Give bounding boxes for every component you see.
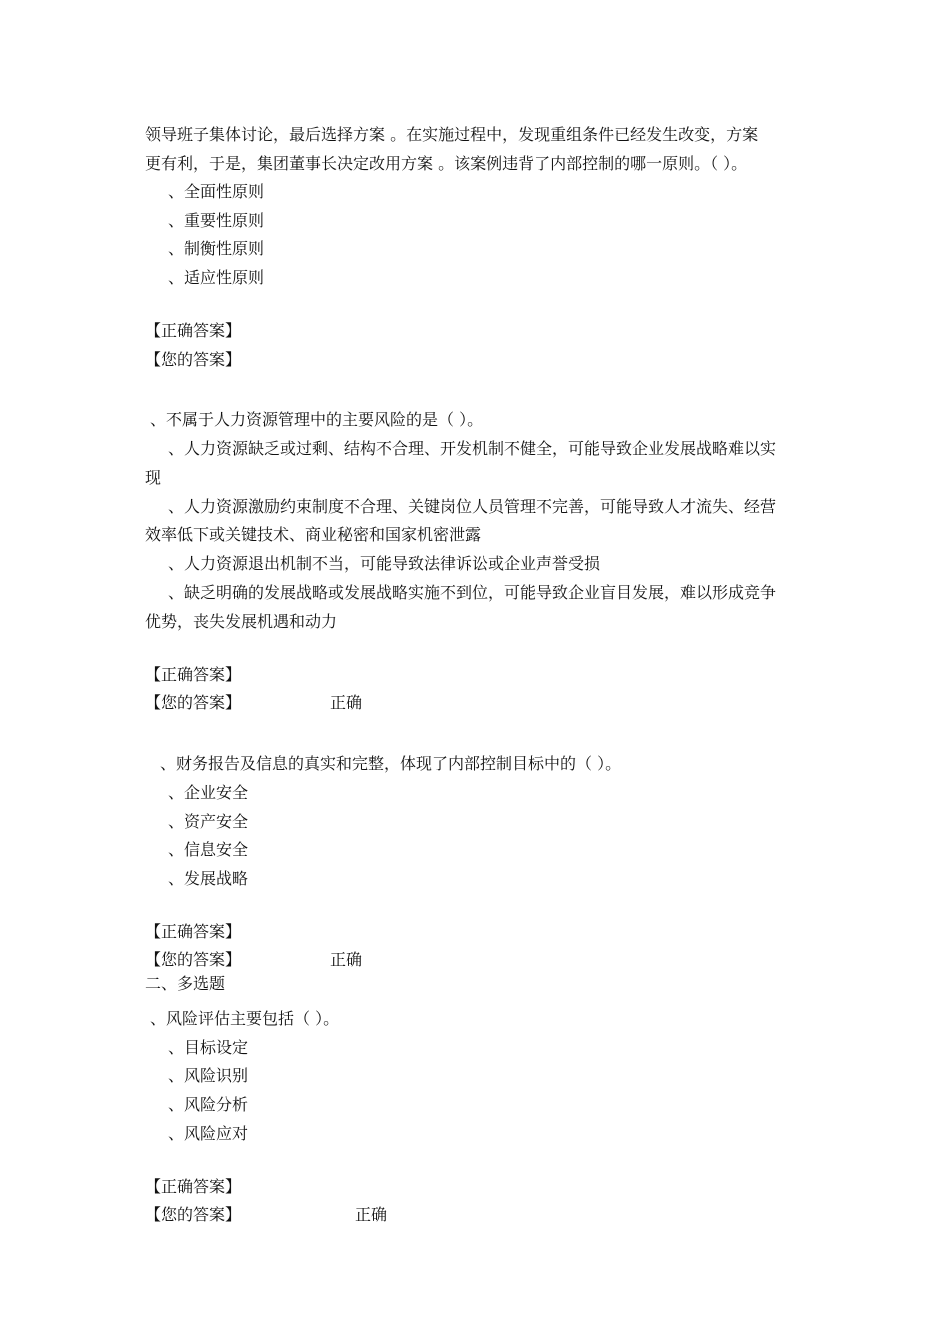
your-answer-value: 正确 xyxy=(355,1205,388,1224)
option-c: 、人力资源退出机制不当，可能导致法律诉讼或企业声誉受损 xyxy=(168,554,601,573)
option-d: 、风险应对 xyxy=(168,1124,249,1143)
your-answer-label: 【您的答案】 xyxy=(145,350,242,369)
correct-answer-label: 【正确答案】 xyxy=(145,321,242,340)
option-c: 、风险分析 xyxy=(168,1095,249,1114)
your-answer-value: 正确 xyxy=(330,950,363,969)
question-stem: 、风险评估主要包括（ ）。 xyxy=(150,1009,340,1028)
option-b: 、人力资源激励约束制度不合理、关键岗位人员管理不完善，可能导致人才流失、经营 xyxy=(168,497,777,516)
option-d-continued: 优势，丧失发展机遇和动力 xyxy=(145,612,338,631)
option-a-continued: 现 xyxy=(145,468,162,487)
option-d: 、缺乏明确的发展战略或发展战略实施不到位，可能导致企业盲目发展，难以形成竞争 xyxy=(168,583,777,602)
option-c: 、制衡性原则 xyxy=(168,239,265,258)
your-answer-label: 【您的答案】 xyxy=(145,693,242,712)
question-stem: 、不属于人力资源管理中的主要风险的是（ ）。 xyxy=(150,410,484,429)
correct-answer-label: 【正确答案】 xyxy=(145,922,242,941)
section-heading: 二、多选题 xyxy=(145,974,226,993)
option-a: 、企业安全 xyxy=(168,783,249,802)
option-d: 、发展战略 xyxy=(168,869,249,888)
option-d: 、适应性原则 xyxy=(168,268,265,287)
question-stem-line: 更有利，于是，集团董事长决定改用方案 。该案例违背了内部控制的哪一原则。（ ）。 xyxy=(145,154,748,173)
option-b: 、重要性原则 xyxy=(168,211,265,230)
question-stem: 、财务报告及信息的真实和完整，体现了内部控制目标中的（ ）。 xyxy=(160,754,622,773)
your-answer-value: 正确 xyxy=(330,693,363,712)
your-answer-label: 【您的答案】 xyxy=(145,1205,242,1224)
correct-answer-label: 【正确答案】 xyxy=(145,1177,242,1196)
option-a: 、人力资源缺乏或过剩、结构不合理、开发机制不健全，可能导致企业发展战略难以实 xyxy=(168,439,777,458)
option-a: 、目标设定 xyxy=(168,1038,249,1057)
option-b: 、资产安全 xyxy=(168,812,249,831)
option-a: 、全面性原则 xyxy=(168,182,265,201)
option-b: 、风险识别 xyxy=(168,1066,249,1085)
option-c: 、信息安全 xyxy=(168,840,249,859)
option-b-continued: 效率低下或关键技术、商业秘密和国家机密泄露 xyxy=(145,525,482,544)
question-stem-line: 领导班子集体讨论，最后选择方案 。在实施过程中，发现重组条件已经发生改变，方案 xyxy=(145,125,759,144)
your-answer-label: 【您的答案】 xyxy=(145,950,242,969)
correct-answer-label: 【正确答案】 xyxy=(145,665,242,684)
